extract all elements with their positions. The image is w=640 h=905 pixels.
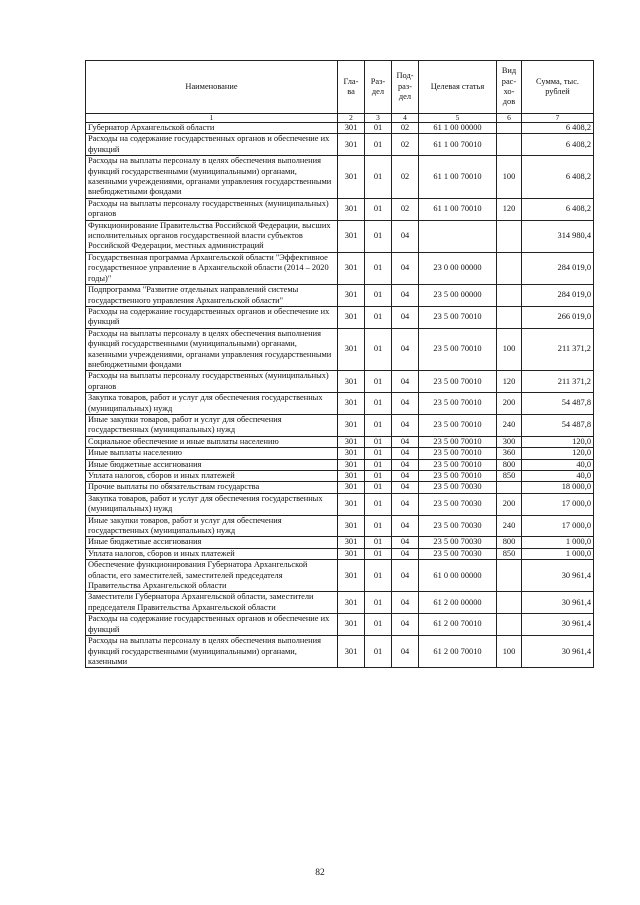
cell-summa: 30 961,4	[522, 592, 594, 614]
cell-vid: 800	[497, 459, 522, 470]
table-row	[86, 448, 594, 459]
cell-glava: 301	[338, 482, 365, 493]
cell-podrazdel: 02	[392, 198, 419, 220]
cell-podrazdel: 04	[392, 393, 419, 415]
table-row	[86, 220, 594, 252]
cell-glava: 301	[338, 220, 365, 252]
cell-glava: 301	[338, 371, 365, 393]
budget-table	[85, 60, 594, 668]
table-row	[86, 515, 594, 537]
column-number-row	[86, 114, 594, 123]
cell-summa: 6 408,2	[522, 123, 594, 134]
cell-podrazdel: 04	[392, 471, 419, 482]
cell-name: Уплата налогов, сборов и иных платежей	[86, 471, 338, 482]
cell-statya	[419, 220, 497, 252]
cell-vid: 120	[497, 198, 522, 220]
cell-summa: 40,0	[522, 471, 594, 482]
table-body	[86, 123, 594, 668]
header-row	[86, 61, 594, 114]
column-number: 3	[365, 114, 392, 123]
table-row	[86, 414, 594, 436]
cell-summa: 284 019,0	[522, 285, 594, 307]
cell-summa: 30 961,4	[522, 636, 594, 668]
table-row	[86, 393, 594, 415]
cell-name: Расходы на выплаты персоналу государственных (муниципальных) органов	[86, 371, 338, 393]
column-number: 6	[497, 114, 522, 123]
cell-statya: 61 0 00 00000	[419, 560, 497, 592]
cell-glava: 301	[338, 414, 365, 436]
cell-name: Закупка товаров, работ и услуг для обеспечения государственных (муниципальных) нужд	[86, 493, 338, 515]
cell-vid: 850	[497, 548, 522, 559]
cell-glava: 301	[338, 636, 365, 668]
cell-podrazdel: 04	[392, 328, 419, 371]
cell-razdel: 01	[365, 123, 392, 134]
cell-razdel: 01	[365, 493, 392, 515]
page-number: 82	[315, 868, 325, 878]
cell-statya: 61 1 00 00000	[419, 123, 497, 134]
cell-summa: 211 371,2	[522, 371, 594, 393]
cell-razdel: 01	[365, 156, 392, 199]
cell-razdel: 01	[365, 448, 392, 459]
cell-statya: 61 1 00 70010	[419, 134, 497, 156]
cell-name: Расходы на выплаты персоналу в целях обеспечения выполнения функций государственными (муниципальными) органами, казенными	[86, 636, 338, 668]
cell-vid: 100	[497, 156, 522, 199]
header-summa: Сумма, тыс. рублей	[522, 61, 594, 114]
cell-statya: 23 5 00 70010	[419, 371, 497, 393]
cell-summa: 30 961,4	[522, 560, 594, 592]
cell-podrazdel: 04	[392, 220, 419, 252]
table-row	[86, 156, 594, 199]
cell-podrazdel: 04	[392, 371, 419, 393]
cell-summa: 6 408,2	[522, 134, 594, 156]
cell-vid: 240	[497, 414, 522, 436]
cell-vid	[497, 482, 522, 493]
cell-statya: 23 5 00 70010	[419, 414, 497, 436]
table-row	[86, 548, 594, 559]
cell-name: Расходы на содержание государственных органов и обеспечение их функций	[86, 306, 338, 328]
cell-summa: 314 980,4	[522, 220, 594, 252]
cell-name: Иные бюджетные ассигнования	[86, 459, 338, 470]
column-number: 1	[86, 114, 338, 123]
cell-razdel: 01	[365, 414, 392, 436]
cell-glava: 301	[338, 328, 365, 371]
cell-razdel: 01	[365, 459, 392, 470]
header-podrazdel: Под-раз-дел	[392, 61, 419, 114]
cell-summa: 266 019,0	[522, 306, 594, 328]
cell-vid	[497, 134, 522, 156]
cell-razdel: 01	[365, 285, 392, 307]
cell-summa: 30 961,4	[522, 614, 594, 636]
cell-podrazdel: 04	[392, 459, 419, 470]
table-row	[86, 482, 594, 493]
cell-statya: 61 1 00 70010	[419, 198, 497, 220]
table-row	[86, 328, 594, 371]
cell-name: Функционирование Правительства Российской Федерации, высших исполнительных органов государственной власти субъектов Российской Федерации, местных администраций	[86, 220, 338, 252]
cell-statya: 61 2 00 00000	[419, 592, 497, 614]
cell-vid	[497, 252, 522, 284]
cell-glava: 301	[338, 560, 365, 592]
cell-summa: 120,0	[522, 448, 594, 459]
header-name: Наименование	[86, 61, 338, 114]
table-row	[86, 371, 594, 393]
cell-summa: 1 000,0	[522, 537, 594, 548]
cell-name: Государственная программа Архангельской области "Эффективное государственное управление в Архангельской области (2014 – 2020 годы)"	[86, 252, 338, 284]
cell-glava: 301	[338, 436, 365, 447]
table-row	[86, 436, 594, 447]
cell-statya: 23 5 00 70010	[419, 393, 497, 415]
column-number: 7	[522, 114, 594, 123]
table-row	[86, 459, 594, 470]
cell-razdel: 01	[365, 252, 392, 284]
table-row	[86, 560, 594, 592]
table-row	[86, 471, 594, 482]
cell-razdel: 01	[365, 636, 392, 668]
cell-podrazdel: 04	[392, 285, 419, 307]
cell-vid: 300	[497, 436, 522, 447]
cell-glava: 301	[338, 198, 365, 220]
cell-name: Расходы на выплаты персоналу в целях обеспечения выполнения функций государственными (муниципальными) органами, казенными учреждениями, органами управления государственными внебюджетными фондами	[86, 328, 338, 371]
cell-vid: 200	[497, 393, 522, 415]
cell-name: Заместители Губернатора Архангельской области, заместители председателя Правительства Архангельской области	[86, 592, 338, 614]
cell-statya: 61 2 00 70010	[419, 636, 497, 668]
cell-podrazdel: 04	[392, 252, 419, 284]
cell-statya: 23 0 00 00000	[419, 252, 497, 284]
cell-vid: 120	[497, 371, 522, 393]
cell-summa: 284 019,0	[522, 252, 594, 284]
cell-summa: 17 000,0	[522, 515, 594, 537]
cell-razdel: 01	[365, 393, 392, 415]
cell-razdel: 01	[365, 471, 392, 482]
cell-glava: 301	[338, 123, 365, 134]
column-number: 2	[338, 114, 365, 123]
cell-summa: 120,0	[522, 436, 594, 447]
cell-statya: 23 5 00 70030	[419, 482, 497, 493]
cell-razdel: 01	[365, 537, 392, 548]
cell-statya: 23 5 00 70010	[419, 459, 497, 470]
cell-razdel: 01	[365, 436, 392, 447]
cell-glava: 301	[338, 459, 365, 470]
cell-name: Расходы на выплаты персоналу государственных (муниципальных) органов	[86, 198, 338, 220]
cell-razdel: 01	[365, 482, 392, 493]
cell-podrazdel: 04	[392, 436, 419, 447]
table-row	[86, 636, 594, 668]
cell-glava: 301	[338, 252, 365, 284]
cell-vid	[497, 123, 522, 134]
table-row	[86, 493, 594, 515]
cell-vid: 100	[497, 328, 522, 371]
cell-summa: 17 000,0	[522, 493, 594, 515]
cell-summa: 211 371,2	[522, 328, 594, 371]
cell-glava: 301	[338, 515, 365, 537]
cell-statya: 61 1 00 70010	[419, 156, 497, 199]
cell-vid	[497, 285, 522, 307]
cell-glava: 301	[338, 393, 365, 415]
cell-razdel: 01	[365, 592, 392, 614]
header-vid: Вид рас-хо-дов	[497, 61, 522, 114]
cell-name: Уплата налогов, сборов и иных платежей	[86, 548, 338, 559]
column-number: 4	[392, 114, 419, 123]
cell-name: Подпрограмма "Развитие отдельных направлений системы государственного управления Архангельской области"	[86, 285, 338, 307]
cell-glava: 301	[338, 548, 365, 559]
cell-statya: 23 5 00 70030	[419, 493, 497, 515]
cell-statya: 23 5 00 70010	[419, 448, 497, 459]
table-row	[86, 285, 594, 307]
cell-podrazdel: 04	[392, 548, 419, 559]
cell-glava: 301	[338, 156, 365, 199]
table-row	[86, 134, 594, 156]
cell-statya: 23 5 00 70030	[419, 515, 497, 537]
cell-statya: 61 2 00 70010	[419, 614, 497, 636]
cell-vid	[497, 592, 522, 614]
cell-razdel: 01	[365, 515, 392, 537]
cell-summa: 18 000,0	[522, 482, 594, 493]
cell-summa: 1 000,0	[522, 548, 594, 559]
cell-podrazdel: 04	[392, 592, 419, 614]
cell-vid	[497, 560, 522, 592]
cell-glava: 301	[338, 537, 365, 548]
cell-glava: 301	[338, 285, 365, 307]
cell-podrazdel: 04	[392, 414, 419, 436]
cell-name: Расходы на выплаты персоналу в целях обеспечения выполнения функций государственными (муниципальными) органами, казенными учреждениями, органами управления государственными внебюджетными фондами	[86, 156, 338, 199]
cell-statya: 23 5 00 70010	[419, 471, 497, 482]
cell-statya: 23 5 00 00000	[419, 285, 497, 307]
cell-vid: 360	[497, 448, 522, 459]
cell-razdel: 01	[365, 198, 392, 220]
cell-podrazdel: 02	[392, 123, 419, 134]
table-row	[86, 198, 594, 220]
cell-podrazdel: 04	[392, 614, 419, 636]
cell-vid: 240	[497, 515, 522, 537]
cell-summa: 54 487,8	[522, 393, 594, 415]
cell-podrazdel: 04	[392, 482, 419, 493]
cell-podrazdel: 04	[392, 515, 419, 537]
cell-podrazdel: 04	[392, 448, 419, 459]
cell-vid	[497, 614, 522, 636]
cell-name: Губернатор Архангельской области	[86, 123, 338, 134]
cell-podrazdel: 04	[392, 493, 419, 515]
cell-glava: 301	[338, 134, 365, 156]
cell-statya: 23 5 00 70010	[419, 436, 497, 447]
cell-razdel: 01	[365, 306, 392, 328]
column-number: 5	[419, 114, 497, 123]
cell-name: Иные закупки товаров, работ и услуг для обеспечения государственных (муниципальных) нужд	[86, 515, 338, 537]
cell-glava: 301	[338, 592, 365, 614]
table-row	[86, 252, 594, 284]
cell-summa: 6 408,2	[522, 156, 594, 199]
table-row	[86, 123, 594, 134]
document-page	[85, 60, 593, 668]
cell-name: Иные выплаты населению	[86, 448, 338, 459]
table-row	[86, 614, 594, 636]
cell-vid: 100	[497, 636, 522, 668]
cell-vid	[497, 220, 522, 252]
cell-name: Иные закупки товаров, работ и услуг для обеспечения государственных (муниципальных) нужд	[86, 414, 338, 436]
cell-statya: 23 5 00 70010	[419, 328, 497, 371]
cell-podrazdel: 04	[392, 537, 419, 548]
cell-vid: 850	[497, 471, 522, 482]
table-row	[86, 592, 594, 614]
cell-razdel: 01	[365, 614, 392, 636]
cell-podrazdel: 04	[392, 560, 419, 592]
cell-razdel: 01	[365, 560, 392, 592]
cell-podrazdel: 04	[392, 636, 419, 668]
cell-glava: 301	[338, 614, 365, 636]
cell-glava: 301	[338, 448, 365, 459]
cell-summa: 54 487,8	[522, 414, 594, 436]
cell-statya: 23 5 00 70030	[419, 537, 497, 548]
cell-statya: 23 5 00 70030	[419, 548, 497, 559]
cell-podrazdel: 04	[392, 306, 419, 328]
cell-razdel: 01	[365, 371, 392, 393]
cell-razdel: 01	[365, 220, 392, 252]
cell-name: Социальное обеспечение и иные выплаты населению	[86, 436, 338, 447]
header-glava: Гла-ва	[338, 61, 365, 114]
cell-vid: 800	[497, 537, 522, 548]
cell-vid: 200	[497, 493, 522, 515]
header-razdel: Раз-дел	[365, 61, 392, 114]
cell-glava: 301	[338, 471, 365, 482]
cell-razdel: 01	[365, 548, 392, 559]
table-row	[86, 306, 594, 328]
cell-name: Расходы на содержание государственных органов и обеспечение их функций	[86, 134, 338, 156]
cell-name: Прочие выплаты по обязательствам государства	[86, 482, 338, 493]
cell-statya: 23 5 00 70010	[419, 306, 497, 328]
cell-podrazdel: 02	[392, 156, 419, 199]
cell-summa: 40,0	[522, 459, 594, 470]
cell-glava: 301	[338, 306, 365, 328]
cell-vid	[497, 306, 522, 328]
cell-podrazdel: 02	[392, 134, 419, 156]
table-row	[86, 537, 594, 548]
cell-glava: 301	[338, 493, 365, 515]
header-statya: Целевая статья	[419, 61, 497, 114]
cell-name: Закупка товаров, работ и услуг для обеспечения государственных (муниципальных) нужд	[86, 393, 338, 415]
cell-razdel: 01	[365, 328, 392, 371]
cell-razdel: 01	[365, 134, 392, 156]
cell-name: Обеспечение функционирования Губернатора Архангельской области, его заместителей, заместителей председателя Правительства Архангельской области	[86, 560, 338, 592]
cell-name: Иные бюджетные ассигнования	[86, 537, 338, 548]
cell-name: Расходы на содержание государственных органов и обеспечение их функций	[86, 614, 338, 636]
cell-summa: 6 408,2	[522, 198, 594, 220]
